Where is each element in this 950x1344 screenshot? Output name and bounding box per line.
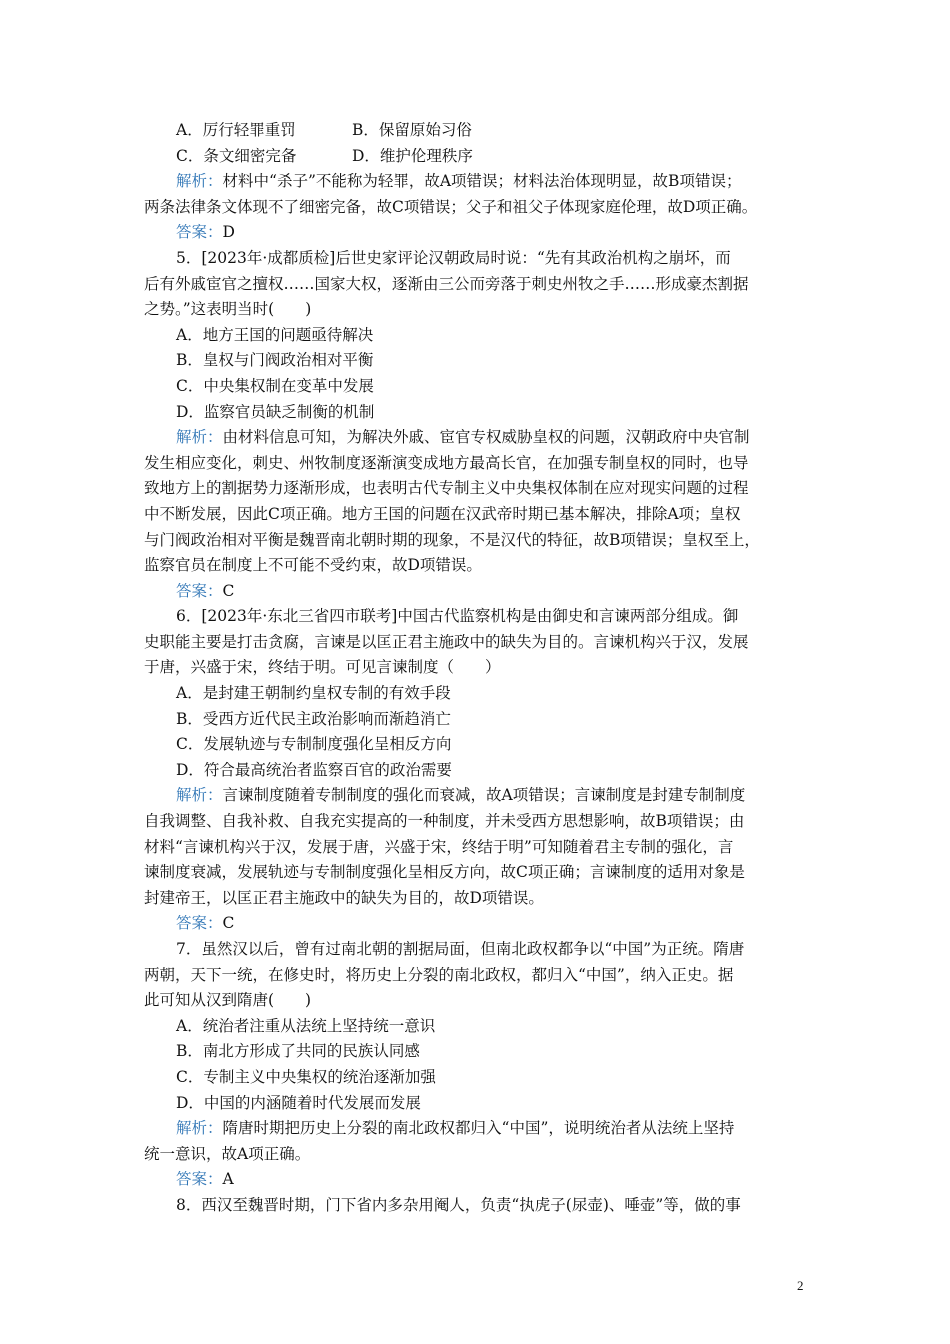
q4-analysis-line-1: 解析：材料中“杀子”不能称为轻罪，故A项错误；材料法治体现明显，故B项错误； — [176, 172, 742, 191]
q7-option-c: C．专制主义中央集权的统治逐渐加强 — [176, 1067, 436, 1086]
q6-analysis-line-4: 谏制度衰减，发展轨迹与专制制度强化呈相反方向，故C项正确；言谏制度的适用对象是 — [144, 863, 745, 882]
q7-option-d: D．中国的内涵随着时代发展而发展 — [176, 1093, 421, 1112]
q4-options-row-2 — [144, 144, 807, 170]
q6-option-d: D．符合最高统治者监察百官的政治需要 — [176, 760, 452, 779]
q7-option-b: B．南北方形成了共同的民族认同感 — [176, 1042, 420, 1061]
q6-stem-line-1: 6．[2023年·东北三省四市联考]中国古代监察机构是由御史和言谏两部分组成。御 — [176, 607, 739, 626]
q7-stem-line-1: 7．虽然汉以后，曾有过南北朝的割据局面，但南北政权都争以“中国”为正统。隋唐 — [176, 940, 745, 958]
q5-analysis-label: 解析： — [176, 428, 223, 447]
q4-option-c: C．条文细密完备 — [176, 146, 297, 165]
q6-answer: 答案：C — [176, 914, 235, 933]
q6-option-a: A．是封建王朝制约皇权专制的有效手段 — [176, 684, 451, 703]
q5-option-c: C．中央集权制在变革中发展 — [176, 376, 374, 395]
q6-stem-line-2: 史职能主要是打击贪腐，言谏是以匡正君主施政中的缺失为目的。言谏机构兴于汉，发展 — [144, 632, 749, 651]
q6-answer-label: 答案： — [176, 914, 223, 933]
q5-answer-label: 答案： — [176, 581, 223, 600]
q7-stem-line-2: 两朝，天下一统，在修史时，将历史上分裂的南北政权，都归入“中国”，纳入正史。据 — [144, 965, 734, 984]
q6-analysis-line-2: 自我调整、自我补救、自我充实提高的一种制度，并未受西方思想影响，故B项错误；由 — [144, 812, 745, 831]
q4-option-a: A．厉行轻罪重罚 — [176, 121, 296, 139]
q5-analysis-line-1: 解析：由材料信息可知，为解决外戚、宦官专权威胁皇权的问题，汉朝政府中央官制 — [176, 428, 750, 447]
q4-analysis-label: 解析： — [176, 172, 223, 191]
q6-analysis-line-3: 材料“言谏机构兴于汉，发展于唐，兴盛于宋，终结于明”可知随着君主专制的强化，言 — [144, 837, 734, 856]
q4-analysis-line-2: 两条法律条文体现不了细密完备，故C项错误；父子和祖父子体现家庭伦理，故D项正确。 — [144, 197, 758, 216]
q5-stem-line-3: 之势。”这表明当时( ) — [144, 300, 312, 319]
q5-analysis-line-3: 致地方上的割据势力逐渐形成，也表明古代专制主义中央集权体制在应对现实问题的过程 — [144, 479, 749, 498]
q5-analysis-line-6: 监察官员在制度上不可能不受约束，故D项错误。 — [144, 556, 482, 575]
q6-option-b: B．受西方近代民主政治影响而渐趋消亡 — [176, 709, 451, 728]
q7-analysis-line-2: 统一意识，故A项正确。 — [144, 1144, 311, 1163]
q4-option-d: D．维护伦理秩序 — [352, 146, 473, 165]
q5-analysis-line-4: 中不断发展，因此C项正确。地方王国的问题在汉武帝时期已基本解决，排除A项；皇权 — [144, 504, 741, 523]
page-content — [144, 118, 807, 1219]
q5-stem-line-1: 5．[2023年·成都质检]后世史家评论汉朝政局时说：“先有其政治机构之崩坏，而 — [176, 248, 731, 267]
q8-stem-line-1: 8．西汉至魏晋时期，门下省内多杂用阉人，负责“执虎子(尿壶)、唾壶”等，做的事 — [176, 1195, 741, 1214]
q4-answer: 答案：D — [176, 223, 235, 242]
q5-analysis-line-2: 发生相应变化，刺史、州牧制度逐渐演变成地方最高长官，在加强专制皇权的同时，也导 — [144, 453, 749, 472]
q7-analysis-line-1: 解析：隋唐时期把历史上分裂的南北政权都归入“中国”，说明统治者从法统上坚持 — [176, 1119, 735, 1138]
q6-option-c: C．发展轨迹与专制制度强化呈相反方向 — [176, 735, 452, 754]
q6-stem-line-3: 于唐，兴盛于宋，终结于明。可见言谏制度（ ） — [144, 658, 501, 677]
q5-answer: 答案：C — [176, 581, 235, 600]
q7-stem-line-3: 此可知从汉到隋唐( ) — [144, 991, 312, 1010]
q7-answer-label: 答案： — [176, 1170, 223, 1189]
q5-option-a: A．地方王国的问题亟待解决 — [176, 325, 374, 344]
q7-analysis-label: 解析： — [176, 1119, 223, 1138]
q7-option-a: A．统治者注重从法统上坚持统一意识 — [176, 1016, 436, 1035]
q5-option-d: D．监察官员缺乏制衡的机制 — [176, 402, 375, 421]
q7-answer: 答案：A — [176, 1170, 234, 1189]
q5-option-b: B．皇权与门阀政治相对平衡 — [176, 351, 374, 370]
q6-analysis-line-5: 封建帝王，以匡正君主施政中的缺失为目的，故D项错误。 — [144, 888, 544, 907]
q5-stem-line-2: 后有外戚宦官之擅权……国家大权，逐渐由三公而旁落于刺史州牧之手……形成豪杰割据 — [144, 274, 749, 293]
q4-options-row-1 — [144, 118, 807, 144]
q6-analysis-line-1: 解析：言谏制度随着专制制度的强化而衰减，故A项错误；言谏制度是封建专制制度 — [176, 786, 746, 805]
q6-analysis-label: 解析： — [176, 786, 223, 805]
q5-analysis-line-5: 与门阀政治相对平衡是魏晋南北朝时期的现象，不是汉代的特征，故B项错误；皇权至上， — [144, 530, 760, 549]
page-number: 2 — [797, 1278, 804, 1293]
q4-answer-label: 答案： — [176, 223, 223, 242]
q4-option-b: B．保留原始习俗 — [352, 121, 472, 139]
